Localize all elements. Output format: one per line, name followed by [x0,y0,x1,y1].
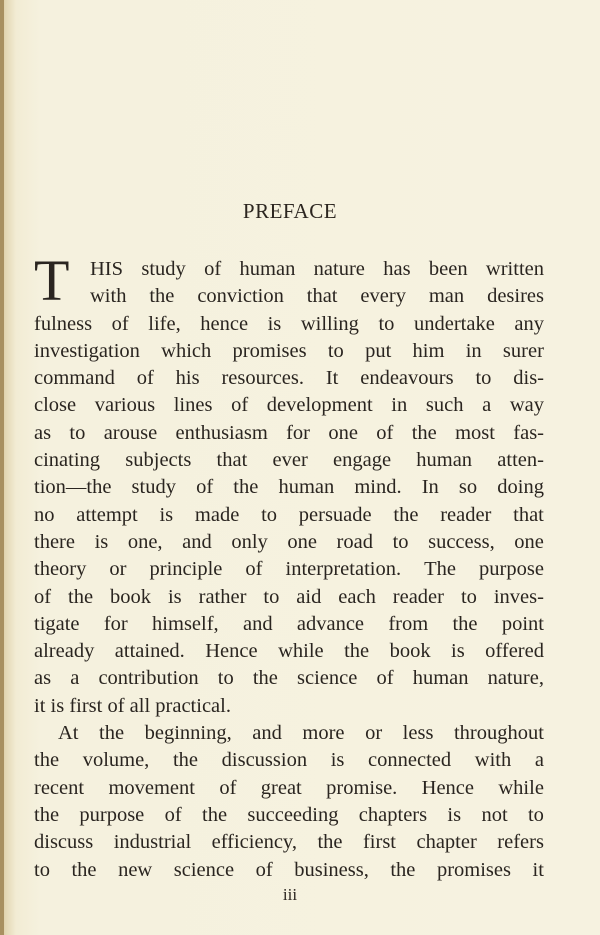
word: the [411,421,437,444]
word: endeavours [360,367,454,390]
word: with [474,749,512,772]
word: engage [333,449,392,472]
word: willing [300,312,359,335]
word: that [513,503,544,526]
word: a [482,394,492,417]
word: has [383,258,411,280]
word: book [110,585,152,608]
word: more [302,722,345,745]
word: in [391,394,408,417]
text-line [34,775,544,802]
word: HIS [90,258,124,280]
word: road [336,530,373,553]
word: of [164,803,182,826]
word: of [376,421,394,444]
word: to [261,503,278,526]
word: life, [148,312,181,335]
word: first [362,831,396,854]
word: to [217,667,234,690]
word: discussion [221,749,308,772]
word: one [328,421,358,444]
word: human [412,667,469,690]
word: while [278,640,324,663]
text-line [34,529,544,556]
word: such [425,394,464,417]
word: with [90,285,127,308]
word: is [330,749,345,772]
word: is [451,640,465,663]
word: and [242,612,273,635]
word: from [388,612,429,635]
word: of [136,367,154,390]
word: advance [296,612,365,635]
word: the [99,722,125,745]
word: for [103,612,128,635]
word: to [327,339,344,362]
word: lines [173,394,213,417]
word: which [161,339,212,362]
word: dis- [513,367,544,390]
line-text: it is first of all practical. [34,694,231,717]
text-line [34,665,544,692]
word: ever [272,449,308,472]
text-line [34,556,544,583]
word: connected [368,749,452,772]
word: persuade [298,503,372,526]
word: to [392,530,409,553]
word: any [514,312,544,335]
word: the [344,640,370,663]
word: to [263,585,280,608]
word: contribution [98,667,199,690]
word: put [365,339,392,362]
word: volume, [82,749,150,772]
word: one [287,530,317,553]
word: business, [294,858,369,881]
word: every [360,285,406,308]
word: inves- [493,585,544,608]
word: human [239,258,296,280]
word: of [255,858,273,881]
word: undertake [413,312,495,335]
text-line [34,365,544,392]
word: study [141,258,186,280]
word: of [376,667,394,690]
word: attained. [114,640,185,663]
word: interpretation. [285,558,402,581]
word: industrial [113,831,192,854]
word: each [338,585,376,608]
word: the [172,749,198,772]
word: science [297,667,358,690]
word: movement [108,776,195,799]
word: throughout [453,722,544,745]
text-line [34,829,544,856]
word: the [34,749,60,772]
word: efficiency, [211,831,297,854]
word: as [34,421,52,444]
word: is [167,585,182,608]
word: new [118,858,153,881]
word: man [428,285,465,308]
word: theory [34,558,87,581]
text-line [34,311,544,338]
word: himself, [152,612,219,635]
word: a [70,667,80,690]
word: tigate [34,612,80,635]
word: Hence [421,776,475,799]
text-line [34,802,544,829]
word: development [266,394,373,417]
word: principle [149,558,223,581]
text-line [34,392,544,419]
word: rather [198,585,247,608]
word: human [278,476,335,499]
word: the [202,803,228,826]
text-line [34,857,544,884]
word: great [260,776,302,799]
word: atten- [497,449,544,472]
text-line-paragraph-start [34,720,544,747]
word: one [514,530,544,553]
word: is [267,312,282,335]
word: the [68,585,94,608]
word: not [481,803,508,826]
word: one, [127,530,163,553]
word: so [458,476,478,499]
word: purpose [79,803,145,826]
word: aid [296,585,322,608]
word: promises [232,339,307,362]
word: the [149,285,175,308]
word: there [34,530,75,553]
word: of [245,558,263,581]
word: him [412,339,445,362]
word: to [460,585,477,608]
text-line [34,584,544,611]
text-line [34,338,544,365]
page-spine-edge [0,0,4,935]
word: refers [497,831,544,854]
text-line [34,611,544,638]
text-line-paragraph-end [34,693,544,720]
word: that [216,449,248,472]
word: in [465,339,482,362]
word: the [390,858,416,881]
word: it [532,858,544,881]
word: chapter [416,831,477,854]
word: the [393,503,419,526]
word: no [34,503,55,526]
word: of [34,585,52,608]
word: the [252,667,278,690]
word: is [159,503,174,526]
word: science [173,858,235,881]
word: while [498,776,544,799]
text-line [34,447,544,474]
word: mind. [354,476,402,499]
word: the [34,803,60,826]
word: to [527,803,544,826]
word: Hence [205,640,258,663]
word: or [365,722,383,745]
word: to [34,858,50,881]
word: promise. [326,776,398,799]
word: the [71,858,97,881]
word: most [455,421,495,444]
word: The [424,558,456,581]
word: beginning, [144,722,232,745]
word: written [485,258,544,280]
word: discuss [34,831,94,854]
drop-cap: T [34,248,70,313]
word: that [306,285,338,308]
word: tion—the [34,476,112,499]
word: and [182,530,212,553]
word: to [69,421,86,444]
word: is [447,803,462,826]
word: enthusiasm [175,421,268,444]
word: reader [440,503,492,526]
text-line-2 [90,283,544,310]
word: doing [497,476,544,499]
word: In [421,476,439,499]
word: promises [436,858,511,881]
word: to [378,312,395,335]
word: of [231,394,249,417]
word: chapters [358,803,428,826]
word: only [231,530,268,553]
word: attempt [76,503,138,526]
word: purpose [479,558,544,581]
word: made [194,503,240,526]
word: already [34,640,95,663]
word: the [452,612,478,635]
word: various [94,394,156,417]
word: conviction [197,285,284,308]
word: been [428,258,468,280]
word: of [196,476,214,499]
word: fulness [34,312,93,335]
word: book [389,640,431,663]
word: is [94,530,109,553]
word: human [416,449,473,472]
word: way [509,394,544,417]
word: resources. [221,367,304,390]
text-line [34,747,544,774]
body-text [34,311,544,884]
word: study [131,476,176,499]
word: the [233,476,259,499]
word: success, [428,530,495,553]
word: nature, [487,667,544,690]
word: his [175,367,200,390]
word: as [34,667,52,690]
word: reader [392,585,444,608]
word: At [58,722,79,745]
word: of [204,258,222,280]
word: or [109,558,127,581]
word: It [325,367,339,390]
word: to [475,367,492,390]
word: point [501,612,544,635]
word: command [34,367,115,390]
word: recent [34,776,85,799]
word: fas- [513,421,544,444]
word: arouse [103,421,158,444]
word: of [219,776,237,799]
word: and [252,722,282,745]
word: cinating [34,449,101,472]
word: offered [485,640,544,663]
word: less [402,722,434,745]
word: a [534,749,544,772]
word: nature [313,258,365,280]
text-line [34,420,544,447]
first-line [90,256,544,311]
text-line [34,638,544,665]
text-line [34,502,544,529]
word: surer [502,339,544,362]
word: the [317,831,343,854]
text-line [34,474,544,501]
word: close [34,394,77,417]
word: investigation [34,339,140,362]
word: desires [487,285,544,308]
word: succeeding [247,803,339,826]
page-title: PREFACE [242,199,338,223]
page-number: iii [282,885,298,904]
text-line-first [90,256,544,283]
word: subjects [125,449,192,472]
word: hence [200,312,249,335]
word: of [111,312,129,335]
word: for [286,421,311,444]
